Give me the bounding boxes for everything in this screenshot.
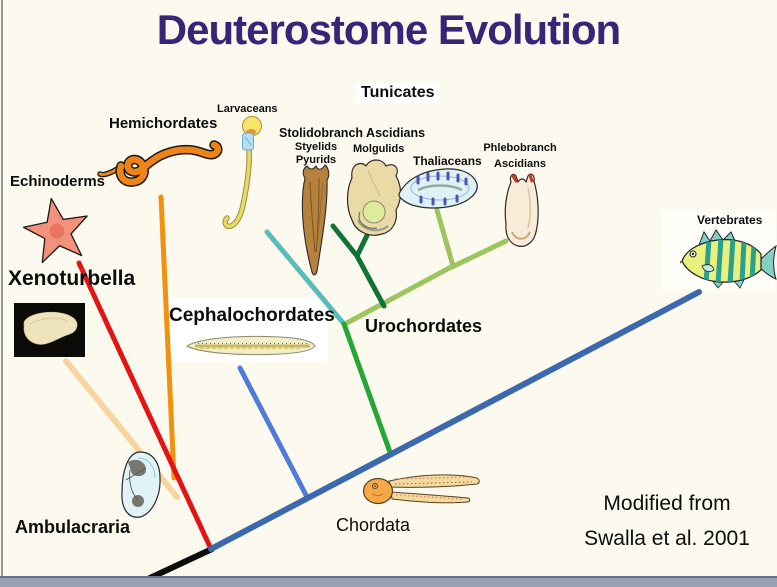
- credit-line-1: Modified from: [603, 492, 731, 515]
- tadpole-larva-illustration: [364, 475, 480, 504]
- label-styelids-pyurids: [284, 141, 348, 167]
- label-styelids: Styelids: [294, 141, 338, 153]
- page-title: Deuterostome Evolution: [156, 6, 621, 53]
- tornaria-larva-illustration: [122, 452, 160, 517]
- acorn-worm-illustration: [100, 145, 218, 182]
- branch-stolidobranch-stem: [357, 256, 384, 306]
- label-urochordates: Urochordates: [365, 316, 483, 336]
- branch-root: [150, 549, 212, 578]
- label-molgulids: Molgulids: [353, 143, 405, 155]
- branch-thaliaceans: [437, 210, 453, 266]
- styelid-ascidian-illustration: [302, 165, 328, 275]
- label-larvaceans: Larvaceans: [217, 103, 278, 115]
- label-hemichordates: Hemichordates: [109, 115, 218, 132]
- thaliacean-illustration: [399, 169, 477, 208]
- molgulid-ascidian-illustration: [348, 160, 401, 235]
- xenoturbella-photo: [14, 303, 85, 357]
- left-border-line: [1, 0, 3, 587]
- label-pyurids: Pyurids: [295, 154, 337, 166]
- bottom-window-bar: [0, 576, 777, 587]
- branch-styelids-pyurids: [333, 226, 357, 256]
- branch-urochordates-stem: [344, 324, 391, 455]
- starfish-illustration: [19, 193, 93, 265]
- larvacean-illustration: [225, 117, 261, 227]
- branch-cephalochordates: [240, 368, 307, 497]
- label-phlebobranch-ascidians: Phlebobranch Ascidians: [483, 142, 557, 170]
- label-stolidobranch-ascidians: Stolidobranch Ascidians: [279, 126, 426, 140]
- credit-line-2: Swalla et al. 2001: [584, 527, 750, 550]
- label-tunicates: Tunicates: [356, 83, 440, 103]
- label-echinoderms: Echinoderms: [10, 173, 106, 190]
- credit-attribution: [558, 486, 776, 556]
- label-ambulacraria: Ambulacraria: [15, 517, 131, 537]
- label-cephalochordates: Cephalochordates: [169, 305, 335, 326]
- label-thaliaceans: Thaliaceans: [413, 154, 482, 168]
- label-chordata: Chordata: [336, 515, 411, 535]
- branch-phlebobranch: [452, 241, 506, 267]
- label-xenoturbella: Xenoturbella: [8, 267, 136, 290]
- label-vertebrates: Vertebrates: [697, 213, 763, 227]
- phlebobranch-ascidian-illustration: [505, 174, 538, 246]
